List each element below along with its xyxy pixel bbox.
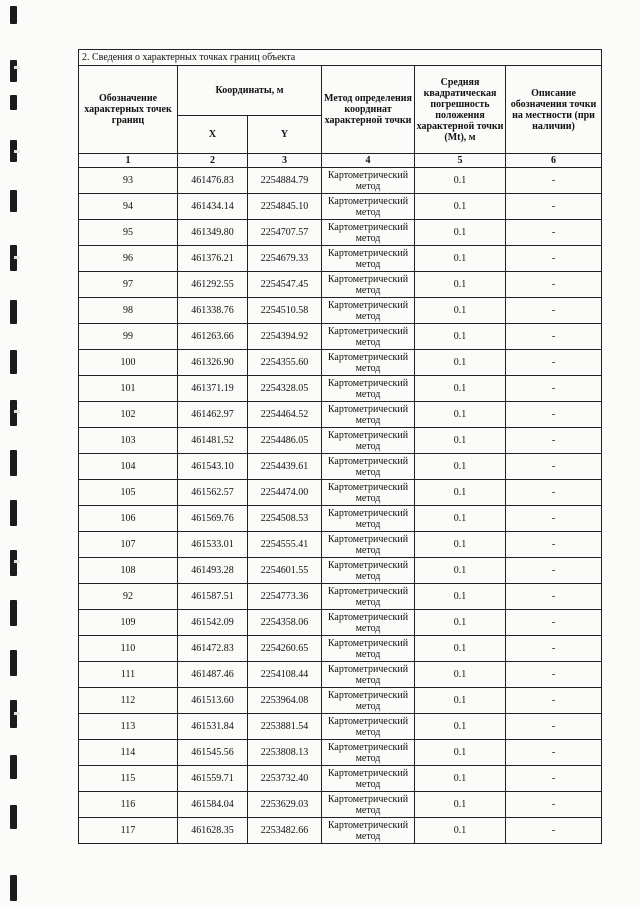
accuracy-cell: 0.1	[415, 766, 506, 792]
table-row	[79, 376, 602, 402]
column-number: 2	[178, 154, 248, 168]
method-cell: Картометрический метод	[322, 168, 415, 194]
binding-hole	[14, 256, 20, 259]
point-cell: 108	[79, 558, 178, 584]
x-cell: 461628.35	[178, 818, 248, 844]
point-cell: 109	[79, 610, 178, 636]
binding-hole	[14, 150, 20, 153]
x-cell: 461349.80	[178, 220, 248, 246]
point-cell: 92	[79, 584, 178, 610]
description-cell: -	[506, 714, 602, 740]
table-row	[79, 246, 602, 272]
accuracy-cell: 0.1	[415, 246, 506, 272]
column-number: 3	[248, 154, 322, 168]
description-cell: -	[506, 662, 602, 688]
y-cell: 2254601.55	[248, 558, 322, 584]
method-cell: Картометрический метод	[322, 272, 415, 298]
header-method: Метод определения координат характерной точки	[322, 66, 415, 154]
column-number: 5	[415, 154, 506, 168]
method-cell: Картометрический метод	[322, 766, 415, 792]
description-cell: -	[506, 532, 602, 558]
accuracy-cell: 0.1	[415, 688, 506, 714]
table-row	[79, 454, 602, 480]
description-cell: -	[506, 818, 602, 844]
binding-hole	[14, 66, 20, 69]
description-cell: -	[506, 558, 602, 584]
table-row	[79, 610, 602, 636]
binding-mark	[10, 60, 17, 82]
x-cell: 461434.14	[178, 194, 248, 220]
y-cell: 2254328.05	[248, 376, 322, 402]
point-cell: 112	[79, 688, 178, 714]
method-cell: Картометрический метод	[322, 480, 415, 506]
accuracy-cell: 0.1	[415, 454, 506, 480]
binding-mark	[10, 650, 17, 676]
binding-mark	[10, 755, 17, 779]
point-cell: 98	[79, 298, 178, 324]
point-cell: 100	[79, 350, 178, 376]
binding-mark	[10, 400, 17, 426]
point-cell: 110	[79, 636, 178, 662]
y-cell: 2254439.61	[248, 454, 322, 480]
point-cell: 111	[79, 662, 178, 688]
accuracy-cell: 0.1	[415, 428, 506, 454]
x-cell: 461542.09	[178, 610, 248, 636]
point-cell: 106	[79, 506, 178, 532]
x-cell: 461481.52	[178, 428, 248, 454]
y-cell: 2253808.13	[248, 740, 322, 766]
column-number: 1	[79, 154, 178, 168]
description-cell: -	[506, 584, 602, 610]
table-row	[79, 688, 602, 714]
description-cell: -	[506, 272, 602, 298]
table-row	[79, 402, 602, 428]
method-cell: Картометрический метод	[322, 662, 415, 688]
y-cell: 2253881.54	[248, 714, 322, 740]
accuracy-cell: 0.1	[415, 324, 506, 350]
y-cell: 2254845.10	[248, 194, 322, 220]
point-cell: 99	[79, 324, 178, 350]
accuracy-cell: 0.1	[415, 610, 506, 636]
description-cell: -	[506, 376, 602, 402]
binding-mark	[10, 350, 17, 374]
accuracy-cell: 0.1	[415, 532, 506, 558]
binding-mark	[10, 550, 17, 576]
method-cell: Картометрический метод	[322, 402, 415, 428]
point-cell: 116	[79, 792, 178, 818]
description-cell: -	[506, 246, 602, 272]
table-row	[79, 766, 602, 792]
binding-mark	[10, 300, 17, 324]
x-cell: 461292.55	[178, 272, 248, 298]
point-cell: 102	[79, 402, 178, 428]
table-row	[79, 428, 602, 454]
y-cell: 2253732.40	[248, 766, 322, 792]
method-cell: Картометрический метод	[322, 714, 415, 740]
header-coordinates: Координаты, м	[178, 66, 322, 116]
x-cell: 461543.10	[178, 454, 248, 480]
accuracy-cell: 0.1	[415, 818, 506, 844]
x-cell: 461376.21	[178, 246, 248, 272]
y-cell: 2254547.45	[248, 272, 322, 298]
accuracy-cell: 0.1	[415, 298, 506, 324]
table-row	[79, 792, 602, 818]
y-cell: 2253629.03	[248, 792, 322, 818]
y-cell: 2253964.08	[248, 688, 322, 714]
description-cell: -	[506, 506, 602, 532]
binding-mark	[10, 6, 17, 24]
table-body	[79, 168, 602, 844]
method-cell: Картометрический метод	[322, 194, 415, 220]
y-cell: 2254510.58	[248, 298, 322, 324]
x-cell: 461263.66	[178, 324, 248, 350]
accuracy-cell: 0.1	[415, 714, 506, 740]
x-cell: 461476.83	[178, 168, 248, 194]
description-cell: -	[506, 428, 602, 454]
method-cell: Картометрический метод	[322, 688, 415, 714]
point-cell: 115	[79, 766, 178, 792]
method-cell: Картометрический метод	[322, 298, 415, 324]
method-cell: Картометрический метод	[322, 636, 415, 662]
x-cell: 461569.76	[178, 506, 248, 532]
table-row	[79, 168, 602, 194]
description-cell: -	[506, 298, 602, 324]
point-cell: 97	[79, 272, 178, 298]
y-cell: 2254355.60	[248, 350, 322, 376]
binding-mark	[10, 805, 17, 829]
accuracy-cell: 0.1	[415, 636, 506, 662]
binding-mark	[10, 500, 17, 526]
point-cell: 103	[79, 428, 178, 454]
point-cell: 104	[79, 454, 178, 480]
method-cell: Картометрический метод	[322, 246, 415, 272]
x-cell: 461472.83	[178, 636, 248, 662]
method-cell: Картометрический метод	[322, 610, 415, 636]
method-cell: Картометрический метод	[322, 428, 415, 454]
binding-mark	[10, 190, 17, 212]
table-row	[79, 220, 602, 246]
x-cell: 461545.56	[178, 740, 248, 766]
description-cell: -	[506, 688, 602, 714]
method-cell: Картометрический метод	[322, 506, 415, 532]
y-cell: 2254464.52	[248, 402, 322, 428]
y-cell: 2254555.41	[248, 532, 322, 558]
y-cell: 2253482.66	[248, 818, 322, 844]
method-cell: Картометрический метод	[322, 350, 415, 376]
point-cell: 117	[79, 818, 178, 844]
header-point-designation: Обозначение характерных точек границ	[79, 66, 178, 154]
description-cell: -	[506, 168, 602, 194]
x-cell: 461531.84	[178, 714, 248, 740]
table-row	[79, 298, 602, 324]
method-cell: Картометрический метод	[322, 532, 415, 558]
boundary-points-table	[78, 49, 602, 844]
table-row	[79, 324, 602, 350]
accuracy-cell: 0.1	[415, 272, 506, 298]
table-row	[79, 662, 602, 688]
description-cell: -	[506, 324, 602, 350]
binding-mark	[10, 875, 17, 901]
table-row	[79, 584, 602, 610]
point-cell: 101	[79, 376, 178, 402]
x-cell: 461371.19	[178, 376, 248, 402]
y-cell: 2254260.65	[248, 636, 322, 662]
y-cell: 2254679.33	[248, 246, 322, 272]
x-cell: 461559.71	[178, 766, 248, 792]
x-cell: 461513.60	[178, 688, 248, 714]
x-cell: 461487.46	[178, 662, 248, 688]
description-cell: -	[506, 636, 602, 662]
description-cell: -	[506, 740, 602, 766]
accuracy-cell: 0.1	[415, 220, 506, 246]
method-cell: Картометрический метод	[322, 792, 415, 818]
method-cell: Картометрический метод	[322, 818, 415, 844]
y-cell: 2254394.92	[248, 324, 322, 350]
column-number: 6	[506, 154, 602, 168]
y-cell: 2254474.00	[248, 480, 322, 506]
accuracy-cell: 0.1	[415, 740, 506, 766]
accuracy-cell: 0.1	[415, 350, 506, 376]
y-cell: 2254707.57	[248, 220, 322, 246]
x-cell: 461493.28	[178, 558, 248, 584]
y-cell: 2254508.53	[248, 506, 322, 532]
header-accuracy: Средняя квадратическая погрешность положения характерной точки (Mt), м	[415, 66, 506, 154]
accuracy-cell: 0.1	[415, 662, 506, 688]
point-cell: 114	[79, 740, 178, 766]
binding-strip	[0, 0, 36, 905]
description-cell: -	[506, 350, 602, 376]
method-cell: Картометрический метод	[322, 558, 415, 584]
accuracy-cell: 0.1	[415, 792, 506, 818]
point-cell: 105	[79, 480, 178, 506]
column-number: 4	[322, 154, 415, 168]
accuracy-cell: 0.1	[415, 584, 506, 610]
accuracy-cell: 0.1	[415, 402, 506, 428]
table-row	[79, 740, 602, 766]
table-row	[79, 714, 602, 740]
table-row	[79, 272, 602, 298]
header-y: Y	[248, 116, 322, 154]
point-cell: 94	[79, 194, 178, 220]
point-cell: 113	[79, 714, 178, 740]
table-row	[79, 350, 602, 376]
method-cell: Картометрический метод	[322, 220, 415, 246]
header-x: X	[178, 116, 248, 154]
point-cell: 93	[79, 168, 178, 194]
description-cell: -	[506, 610, 602, 636]
x-cell: 461584.04	[178, 792, 248, 818]
table-row	[79, 480, 602, 506]
y-cell: 2254486.05	[248, 428, 322, 454]
binding-mark	[10, 600, 17, 626]
description-cell: -	[506, 194, 602, 220]
binding-mark	[10, 450, 17, 476]
table-row	[79, 506, 602, 532]
point-cell: 95	[79, 220, 178, 246]
binding-hole	[14, 410, 20, 413]
table-row	[79, 194, 602, 220]
description-cell: -	[506, 766, 602, 792]
description-cell: -	[506, 220, 602, 246]
y-cell: 2254884.79	[248, 168, 322, 194]
binding-mark	[10, 95, 17, 110]
description-cell: -	[506, 480, 602, 506]
point-cell: 107	[79, 532, 178, 558]
method-cell: Картометрический метод	[322, 584, 415, 610]
x-cell: 461326.90	[178, 350, 248, 376]
description-cell: -	[506, 454, 602, 480]
method-cell: Картометрический метод	[322, 324, 415, 350]
accuracy-cell: 0.1	[415, 168, 506, 194]
binding-hole	[14, 560, 20, 563]
x-cell: 461587.51	[178, 584, 248, 610]
accuracy-cell: 0.1	[415, 194, 506, 220]
table-row	[79, 818, 602, 844]
x-cell: 461533.01	[178, 532, 248, 558]
accuracy-cell: 0.1	[415, 480, 506, 506]
table-row	[79, 558, 602, 584]
method-cell: Картометрический метод	[322, 376, 415, 402]
accuracy-cell: 0.1	[415, 506, 506, 532]
y-cell: 2254108.44	[248, 662, 322, 688]
x-cell: 461462.97	[178, 402, 248, 428]
point-cell: 96	[79, 246, 178, 272]
header-description: Описание обозначения точки на местности (при наличии)	[506, 66, 602, 154]
description-cell: -	[506, 402, 602, 428]
description-cell: -	[506, 792, 602, 818]
accuracy-cell: 0.1	[415, 376, 506, 402]
x-cell: 461338.76	[178, 298, 248, 324]
y-cell: 2254358.06	[248, 610, 322, 636]
y-cell: 2254773.36	[248, 584, 322, 610]
x-cell: 461562.57	[178, 480, 248, 506]
accuracy-cell: 0.1	[415, 558, 506, 584]
table-row	[79, 636, 602, 662]
section-title: 2. Сведения о характерных точках границ объекта	[79, 50, 602, 66]
method-cell: Картометрический метод	[322, 454, 415, 480]
table-row	[79, 532, 602, 558]
method-cell: Картометрический метод	[322, 740, 415, 766]
binding-hole	[14, 712, 20, 715]
